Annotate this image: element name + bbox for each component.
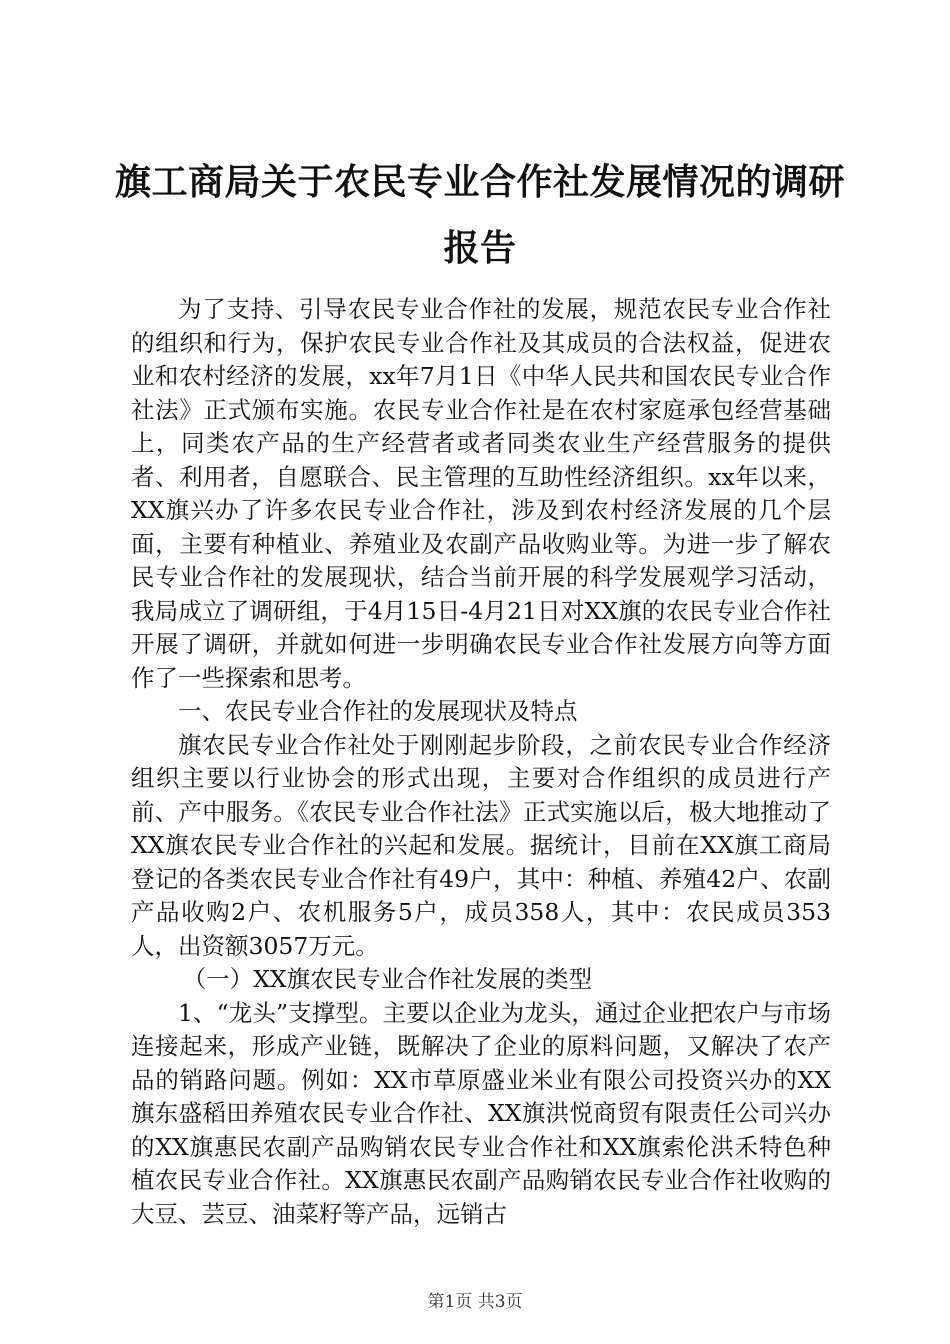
document-title: 旗工商局关于农民专业合作社发展情况的调研报告 [114, 162, 845, 269]
intro-paragraph: 为了支持、引导农民专业合作社的发展，规范农民专业合作社的组织和行为，保护农民专业合作社及其成员的合法权益，促进农业和农村经济的发展，xx年7月1日《中华人民共和国农民专业合作社法》正式颁布实施。农民专业合作社是在农村家庭承包经营基础上，同类农产品的生产经营者或者同类农业生产经营服务的提供者、利用者，自愿联合、民主管理的互助性经济组织。xx年以来，XX旗兴办了许多农民专业合作社，涉及到农村经济发展的几个层面，主要有种植业、养殖业及农副产品收购业等。为进一步了解农民专业合作社的发展现状，结合当前开展的科学发展观学习活动，我局成立了调研组，于4月15日-4月21日对XX旗的农民专业合作社开展了调研，并就如何进一步明确农民专业合作社发展方向等方面作了一些探索和思考。 [131, 295, 831, 692]
document-body [131, 293, 831, 1231]
subsection-1-paragraph: 1、“龙头”支撑型。主要以企业为龙头，通过企业把农户与市场连接起来，形成产业链，既解决了企业的原料问题，又解决了农产品的销路问题。例如：XX市草原盛业米业有限公司投资兴办的XX旗东盛稻田养殖农民专业合作社、XX旗洪悦商贸有限责任公司兴办的XX旗惠民农副产品购销农民专业合作社和XX旗索伦洪禾特色种植农民专业合作社。XX旗惠民农副产品购销农民专业合作社收购的大豆、芸豆、油菜籽等产品，远销古 [131, 998, 831, 1228]
subsection-heading-1: （一）XX旗农民专业合作社发展的类型 [182, 965, 593, 993]
section-heading-1: 一、农民专业合作社的发展现状及特点 [178, 697, 578, 725]
section-1-paragraph: 旗农民专业合作社处于刚刚起步阶段，之前农民专业合作经济组织主要以行业协会的形式出现，主要对合作组织的成员进行产前、产中服务。《农民专业合作社法》正式实施以后，极大地推动了XX旗农民专业合作社的兴起和发展。据统计，目前在XX旗工商局登记的各类农民专业合作社有49户，其中：种植、养殖42户、农副产品收购2户、农机服务5户，成员358人，其中：农民成员353人，出资额3057万元。 [131, 730, 831, 960]
page-number-footer: 第1页 共3页 [427, 1292, 523, 1312]
